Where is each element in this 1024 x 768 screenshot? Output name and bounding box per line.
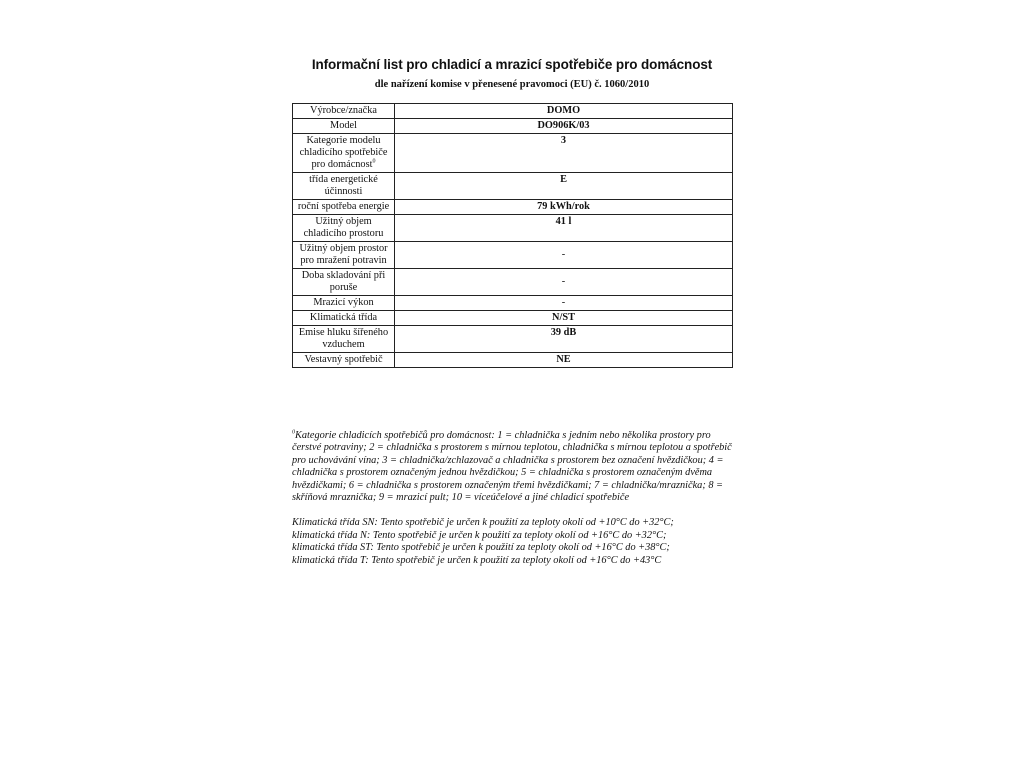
row-label: Užitný objem prostor pro mražení potravin bbox=[293, 242, 395, 269]
table-row bbox=[293, 134, 733, 173]
climate-line: klimatická třída T: Tento spotřebič je určen k použití za teploty okolí od +16°C do +43°C bbox=[292, 554, 662, 566]
footnote-marker: 0 bbox=[372, 158, 376, 165]
row-label: Doba skladování při poruše bbox=[293, 269, 395, 296]
footnote-text: Kategorie chladicích spotřebičů pro domácnost: 1 = chladnička s jedním nebo několika prostory pro čerstvé potraviny; 2 = chladnička s prostorem s mírnou teplotou, chladnička s mírnou teplotou a spotřebič pro uchovávání vína; 3 = chladnička/zchlazovač a chladnička s prostorem bez označení hvězdičkou; 4 = chladnička s prostorem označeným jednou hvězdičkou; 5 = chladnička s prostorem označeným dvěma hvězdičkami; 6 = chladnička s prostorem označeným třemi hvězdičkami; 7 = chladnička/mraznička; 8 = skříňová mraznička; 9 = mrazicí pult; 10 = víceúčelové a jiné chladicí spotřebiče bbox=[292, 430, 732, 504]
row-label: Emise hluku šířeného vzduchem bbox=[293, 326, 395, 353]
table-row bbox=[293, 242, 733, 269]
row-label bbox=[293, 134, 395, 173]
notes-section bbox=[292, 430, 735, 567]
row-value: 39 dB bbox=[395, 326, 733, 353]
table-row bbox=[293, 104, 733, 119]
row-label: třída energetické účinnosti bbox=[293, 173, 395, 200]
row-value: - bbox=[395, 242, 733, 269]
climate-line: klimatická třída ST: Tento spotřebič je určen k použití za teploty okolí od +16°C do +38°C; bbox=[292, 542, 670, 554]
row-value: - bbox=[395, 269, 733, 296]
row-label: roční spotřeba energie bbox=[293, 200, 395, 215]
table-row bbox=[293, 215, 733, 242]
row-value: 3 bbox=[395, 134, 733, 173]
table-row bbox=[293, 200, 733, 215]
row-label-text: Kategorie modelu chladicího spotřebiče pro domácnost bbox=[299, 135, 388, 170]
table-row bbox=[293, 326, 733, 353]
footnote-marker: 0 bbox=[292, 429, 295, 436]
table-row bbox=[293, 296, 733, 311]
spacer bbox=[292, 504, 735, 517]
row-value: - bbox=[395, 296, 733, 311]
document-subtitle: dle nařízení komise v přenesené pravomoci (EU) č. 1060/2010 bbox=[374, 79, 650, 90]
row-value: NE bbox=[395, 353, 733, 368]
product-info-table bbox=[292, 103, 733, 368]
document-title: Informační list pro chladicí a mrazicí spotřebiče pro domácnost bbox=[311, 57, 713, 72]
climate-line: Klimatická třída SN: Tento spotřebič je určen k použití za teploty okolí od +10°C do +32°C; bbox=[292, 517, 674, 529]
row-label: Výrobce/značka bbox=[293, 104, 395, 119]
footnote-paragraph bbox=[292, 430, 735, 504]
row-value: E bbox=[395, 173, 733, 200]
table-row bbox=[293, 269, 733, 296]
row-value: 41 l bbox=[395, 215, 733, 242]
row-value: DO906K/03 bbox=[395, 119, 733, 134]
row-value: DOMO bbox=[395, 104, 733, 119]
row-label: Mrazicí výkon bbox=[293, 296, 395, 311]
table-row bbox=[293, 353, 733, 368]
row-label: Užitný objem chladicího prostoru bbox=[293, 215, 395, 242]
row-label: Vestavný spotřebič bbox=[293, 353, 395, 368]
row-value: 79 kWh/rok bbox=[395, 200, 733, 215]
climate-line: klimatická třída N: Tento spotřebič je určen k použití za teploty okolí od +16°C do +32°C; bbox=[292, 529, 667, 541]
table-row bbox=[293, 119, 733, 134]
table-row bbox=[293, 311, 733, 326]
row-value: N/ST bbox=[395, 311, 733, 326]
table-row bbox=[293, 173, 733, 200]
row-label: Klimatická třída bbox=[293, 311, 395, 326]
row-label: Model bbox=[293, 119, 395, 134]
